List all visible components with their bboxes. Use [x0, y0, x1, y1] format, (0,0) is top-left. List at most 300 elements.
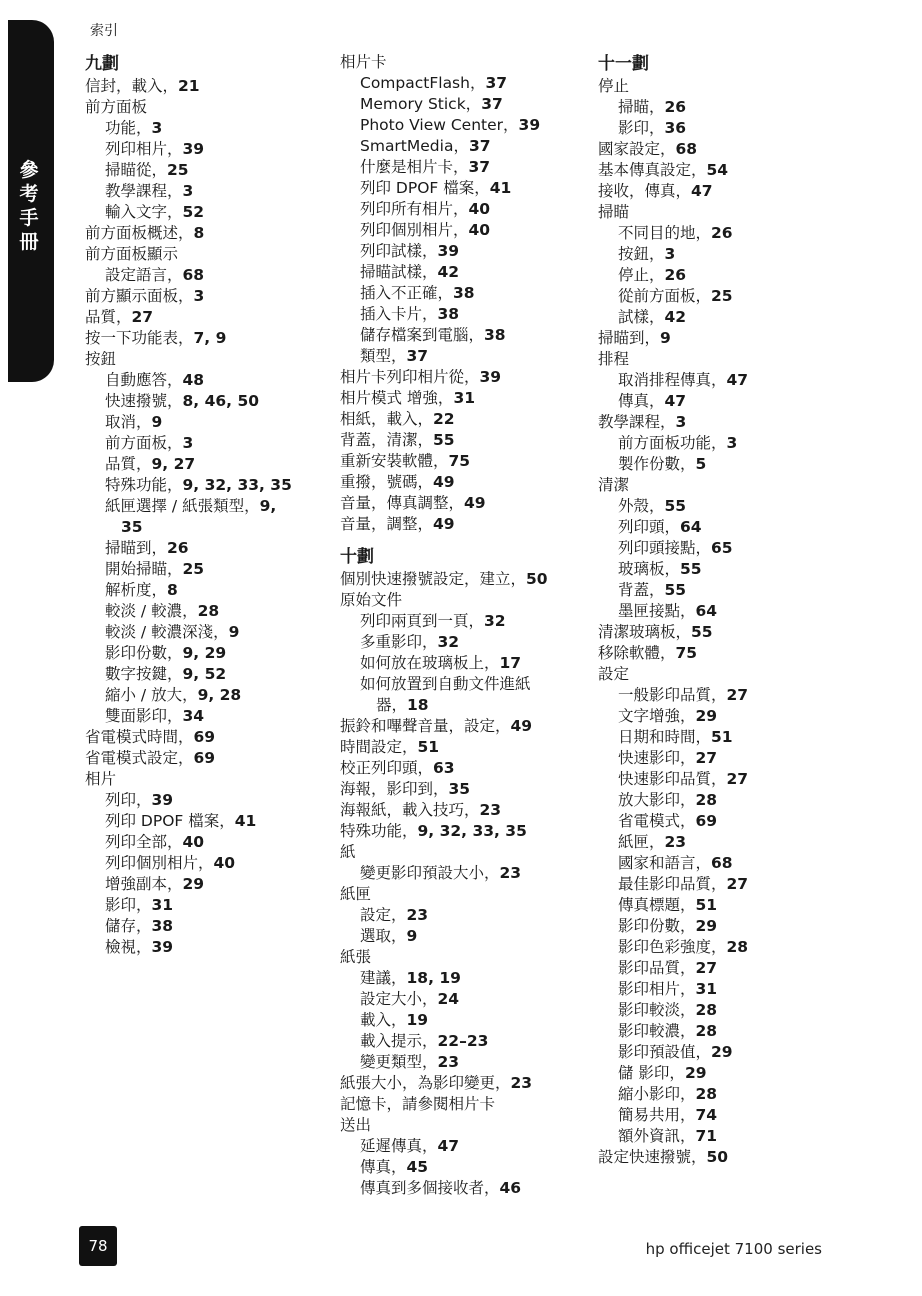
index-page-ref: 46	[499, 1179, 522, 1197]
index-term: 掃瞄到，	[598, 329, 661, 347]
index-term: 按鈕，	[618, 245, 665, 263]
index-page-ref: 27	[695, 749, 718, 767]
index-entry	[85, 139, 325, 160]
index-entry	[598, 538, 898, 559]
index-entry	[340, 1052, 590, 1073]
index-term: 前方面板，	[105, 434, 183, 452]
index-entry	[598, 160, 898, 181]
index-term: 列印個別相片，	[360, 221, 469, 239]
index-page-ref: 8	[167, 581, 178, 599]
index-term: 海報，影印到，	[340, 780, 449, 798]
index-page-ref: 55	[433, 431, 455, 449]
index-term: 影印預設值，	[618, 1043, 712, 1061]
index-page-ref: 50	[706, 1148, 729, 1166]
index-entry	[598, 1084, 898, 1105]
index-section-heading: 十劃	[340, 547, 374, 567]
index-page-ref: 26	[664, 98, 687, 116]
index-column-1	[85, 52, 325, 958]
index-entry	[340, 1115, 590, 1136]
index-term: 文字增強，	[618, 707, 696, 725]
index-entry	[85, 832, 325, 853]
index-entry	[598, 685, 898, 706]
index-page-ref: 64	[695, 602, 718, 620]
index-term: 簡易共用，	[618, 1106, 696, 1124]
index-term: 相片	[85, 770, 117, 788]
index-page-ref: 40	[468, 200, 491, 218]
index-entry	[340, 653, 590, 674]
index-term: 設定大小，	[360, 990, 438, 1008]
index-page-ref: 29	[182, 875, 205, 893]
index-term: 設定	[598, 665, 630, 683]
index-term: 振鈴和嗶聲音量，設定，	[340, 717, 511, 735]
index-page-ref: 68	[675, 140, 698, 158]
index-page-ref: 37	[406, 347, 429, 365]
index-term: 影印份數，	[618, 917, 696, 935]
index-entry	[85, 916, 325, 937]
index-page-ref: 52	[182, 203, 205, 221]
index-entry	[340, 514, 590, 535]
index-page-ref: 25	[182, 560, 205, 578]
index-page-ref: 48	[182, 371, 205, 389]
index-term: 外殼，	[618, 497, 665, 515]
index-page-ref: 9	[406, 927, 418, 945]
index-page-ref: 68	[711, 854, 733, 872]
index-entry	[598, 307, 898, 328]
index-term: 影印較淡，	[618, 1001, 696, 1019]
index-entry	[598, 979, 898, 1000]
index-term: 列印全部，	[105, 833, 183, 851]
index-page-ref: 26	[167, 539, 189, 557]
index-page-ref: 39	[437, 242, 460, 260]
index-page-ref: 55	[664, 497, 687, 515]
index-entry	[598, 1126, 898, 1147]
index-page-ref: 49	[510, 717, 533, 735]
index-term: 列印相片，	[105, 140, 183, 158]
index-entry	[85, 433, 325, 454]
index-entry	[85, 118, 325, 139]
index-page-ref: 28	[695, 1085, 718, 1103]
index-term: 停止	[598, 77, 630, 95]
index-page-ref: 19	[406, 1011, 429, 1029]
index-term: 送出	[340, 1116, 372, 1134]
index-term: 背蓋，	[618, 581, 665, 599]
index-page-ref: 63	[433, 759, 455, 777]
index-entry	[85, 727, 325, 748]
index-entry	[340, 325, 590, 346]
index-term: 列印所有相片，	[360, 200, 469, 218]
index-term: 設定語言，	[105, 266, 183, 284]
index-page-ref: 25	[167, 161, 189, 179]
index-page-ref: 39	[518, 116, 541, 134]
index-entry	[598, 1042, 898, 1063]
index-page-ref: 29	[711, 1043, 733, 1061]
index-column-2	[340, 52, 590, 1199]
index-entry	[85, 622, 325, 643]
index-entry	[598, 244, 898, 265]
index-entry	[598, 790, 898, 811]
index-term: 紙匣選擇 / 紙張類型，	[105, 497, 260, 515]
index-page-ref: 28	[197, 602, 220, 620]
index-entry	[85, 706, 325, 727]
index-term: 重撥，號碼，	[340, 473, 434, 491]
index-page-ref: 35	[448, 780, 471, 798]
index-term: 排程	[598, 350, 630, 368]
index-entry	[598, 811, 898, 832]
index-page-ref: 22–23	[437, 1032, 489, 1050]
index-entry	[85, 223, 325, 244]
index-page-ref: 29	[684, 1064, 707, 1082]
index-entry	[598, 76, 898, 97]
index-entry	[598, 664, 898, 685]
index-entry	[340, 800, 590, 821]
index-entry	[340, 199, 590, 220]
index-page-ref: 32	[437, 633, 460, 651]
index-term: 取消排程傳真，	[618, 371, 727, 389]
index-page-ref: 27	[726, 686, 749, 704]
index-page-ref: 23	[510, 1074, 533, 1092]
index-term: Photo View Center，	[360, 116, 519, 134]
index-page-ref: 23	[664, 833, 687, 851]
index-term: 音量，傳真調整，	[340, 494, 465, 512]
index-term: 日期和時間，	[618, 728, 712, 746]
index-term: 影印相片，	[618, 980, 696, 998]
index-term: 海報紙，載入技巧，	[340, 801, 480, 819]
index-section-heading: 九劃	[85, 54, 119, 74]
index-entry	[85, 874, 325, 895]
index-term: 特殊功能，	[340, 822, 418, 840]
index-page-ref: 51	[695, 896, 718, 914]
index-page-ref: 55	[691, 623, 713, 641]
index-entry	[598, 517, 898, 538]
index-entry	[598, 727, 898, 748]
index-page-ref: 37	[485, 74, 508, 92]
index-term: 檢視，	[105, 938, 152, 956]
index-entry	[340, 367, 590, 388]
index-page-ref: 25	[711, 287, 733, 305]
index-entry	[340, 569, 590, 590]
side-tab-label: 參考手冊	[19, 159, 39, 253]
index-entry	[340, 262, 590, 283]
index-entry	[85, 853, 325, 874]
index-term: 列印兩頁到一頁，	[360, 612, 485, 630]
index-term: 時間設定，	[340, 738, 418, 756]
index-term: 額外資訊，	[618, 1127, 696, 1145]
index-entry	[598, 97, 898, 118]
index-page-ref: 36	[664, 119, 687, 137]
index-term: 取消，	[105, 413, 152, 431]
index-page-ref: 37	[481, 95, 503, 113]
index-term: 如何放在玻璃板上，	[360, 654, 500, 672]
index-term: 國家設定，	[598, 140, 676, 158]
index-page-ref: 9, 29	[182, 644, 227, 662]
index-entry	[340, 220, 590, 241]
page-number: 78	[79, 1226, 117, 1266]
index-page-ref: 29	[695, 707, 718, 725]
index-page-ref: 55	[680, 560, 702, 578]
index-page-ref: 8	[193, 224, 205, 242]
index-entry	[598, 853, 898, 874]
index-entry	[85, 244, 325, 265]
index-entry	[85, 412, 325, 433]
index-term: 試樣，	[618, 308, 665, 326]
index-entry	[340, 1010, 590, 1031]
index-term: 重新安裝軟體，	[340, 452, 449, 470]
index-page-ref: 47	[437, 1137, 460, 1155]
index-entry	[85, 748, 325, 769]
index-entry	[85, 202, 325, 223]
index-page-ref: 28	[726, 938, 749, 956]
index-entry	[340, 493, 590, 514]
index-term: 雙面影印，	[105, 707, 183, 725]
index-page-ref: 47	[664, 392, 687, 410]
index-page-ref: 9, 32, 33, 35	[417, 822, 527, 840]
index-term: 縮小 / 放大，	[105, 686, 198, 704]
index-page-ref: 64	[680, 518, 702, 536]
index-entry	[340, 409, 590, 430]
index-term: 墨匣接點，	[618, 602, 696, 620]
index-entry	[340, 1178, 590, 1199]
index-page-ref: 45	[406, 1158, 429, 1176]
index-page-ref: 47	[691, 182, 713, 200]
index-entry	[598, 433, 898, 454]
index-page-ref: 51	[711, 728, 733, 746]
index-term: 影印較濃，	[618, 1022, 696, 1040]
index-term: 多重影印，	[360, 633, 438, 651]
index-entry	[340, 716, 590, 737]
index-term: 影印色彩強度，	[618, 938, 727, 956]
index-page-ref: 39	[151, 938, 174, 956]
index-term: 清潔	[598, 476, 630, 494]
index-entry	[340, 115, 590, 136]
index-term: 紙	[340, 843, 356, 861]
index-term: 掃瞄從，	[105, 161, 168, 179]
index-entry	[598, 181, 898, 202]
index-entry	[340, 283, 590, 304]
footer-product-name: hp officejet 7100 series	[645, 1240, 822, 1258]
index-page-ref: 26	[711, 224, 733, 242]
index-page-ref: 74	[695, 1106, 718, 1124]
index-entry	[85, 454, 325, 475]
index-entry	[598, 391, 898, 412]
index-term: 傳真標題，	[618, 896, 696, 914]
index-term: 列印 DPOF 檔案，	[105, 812, 235, 830]
index-entry	[340, 989, 590, 1010]
index-entry	[340, 388, 590, 409]
index-entry	[85, 685, 325, 706]
index-entry	[340, 611, 590, 632]
index-entry	[340, 968, 590, 989]
index-term: 紙張	[340, 948, 372, 966]
index-entry	[340, 472, 590, 493]
index-entry	[340, 241, 590, 262]
index-term: 相片卡列印相片從，	[340, 368, 480, 386]
index-term: 掃瞄到，	[105, 539, 168, 557]
index-page-ref: 9, 52	[182, 665, 227, 683]
index-page-ref: 31	[695, 980, 718, 998]
index-entry	[598, 328, 898, 349]
index-page-ref: 31	[453, 389, 476, 407]
index-term: 前方面板	[85, 98, 148, 116]
index-term: 影印，	[618, 119, 665, 137]
index-entry	[85, 664, 325, 685]
index-entry	[85, 811, 325, 832]
index-entry	[598, 202, 898, 223]
index-entry	[85, 328, 325, 349]
index-term: 選取，	[360, 927, 407, 945]
index-term: 省電模式時間，	[85, 728, 194, 746]
index-term: 列印頭接點，	[618, 539, 712, 557]
index-page-ref: 69	[193, 728, 216, 746]
index-term: 變更影印預設大小，	[360, 864, 500, 882]
index-term: 儲存檔案到電腦，	[360, 326, 485, 344]
index-term: 玻璃板，	[618, 560, 681, 578]
index-entry	[598, 454, 898, 475]
index-page-ref: 3	[182, 434, 194, 452]
index-entry	[85, 265, 325, 286]
index-page-ref: 51	[417, 738, 440, 756]
index-term: 放大影印，	[618, 791, 696, 809]
index-entry	[85, 181, 325, 202]
index-entry	[598, 370, 898, 391]
index-term: 列印試樣，	[360, 242, 438, 260]
index-entry	[340, 821, 590, 842]
index-term: 傳真，	[360, 1158, 407, 1176]
index-term: 不同目的地，	[618, 224, 712, 242]
index-page-ref: 9	[228, 623, 240, 641]
index-page-ref: 27	[131, 308, 154, 326]
index-page-ref: 7, 9	[193, 329, 227, 347]
index-entry	[340, 947, 590, 968]
index-page-ref: 18, 19	[406, 969, 461, 987]
index-term: 開始掃瞄，	[105, 560, 183, 578]
index-term: 傳真，	[618, 392, 665, 410]
index-page-ref: 9, 32, 33, 35	[182, 476, 292, 494]
index-page-ref: 27	[695, 959, 718, 977]
index-entry	[85, 349, 325, 370]
index-entry	[598, 769, 898, 790]
index-term: 特殊功能，	[105, 476, 183, 494]
index-entry	[85, 559, 325, 580]
index-term: 什麼是相片卡，	[360, 158, 469, 176]
index-page-ref: 18	[407, 696, 429, 714]
index-page-ref: 37	[468, 137, 491, 155]
index-entry	[598, 139, 898, 160]
index-page-ref: 38	[484, 326, 506, 344]
index-entry	[85, 937, 325, 958]
index-entry	[340, 52, 590, 73]
index-entry	[598, 895, 898, 916]
index-page-ref: 9	[151, 413, 163, 431]
index-entry	[85, 307, 325, 328]
index-term: 移除軟體，	[598, 644, 676, 662]
index-term: 品質，	[85, 308, 132, 326]
index-entry	[598, 265, 898, 286]
index-page-ref: 8, 46, 50	[182, 392, 260, 410]
index-page-ref: 40	[213, 854, 236, 872]
index-entry	[598, 748, 898, 769]
index-page-ref: 42	[664, 308, 687, 326]
index-entry	[598, 223, 898, 244]
index-page-ref: 34	[182, 707, 205, 725]
index-page-ref: 42	[437, 263, 460, 281]
index-term: 背蓋，清潔，	[340, 431, 434, 449]
index-entry	[85, 391, 325, 412]
index-entry	[85, 517, 325, 538]
index-term: 掃瞄，	[618, 98, 665, 116]
index-term: 前方顯示面板，	[85, 287, 194, 305]
index-page-ref: 40	[468, 221, 491, 239]
index-term: 如何放置到自動文件進紙	[360, 675, 531, 693]
index-section-heading: 十一劃	[598, 54, 649, 74]
index-term: 影印品質，	[618, 959, 696, 977]
index-term: 前方面板顯示	[85, 245, 179, 263]
index-term: 列印頭，	[618, 518, 681, 536]
index-term: 按一下功能表，	[85, 329, 194, 347]
index-term: 列印，	[105, 791, 152, 809]
index-page-ref: 3	[675, 413, 687, 431]
index-page-ref: 28	[695, 1001, 718, 1019]
index-term: 校正列印頭，	[340, 759, 434, 777]
index-term: 製作份數，	[618, 455, 696, 473]
index-term: 紙匣	[340, 885, 372, 903]
index-entry	[340, 695, 590, 716]
index-term: 原始文件	[340, 591, 403, 609]
index-term: 影印，	[105, 896, 152, 914]
index-term: CompactFlash，	[360, 74, 486, 92]
index-term: 教學課程，	[598, 413, 676, 431]
index-page-ref: 28	[695, 1022, 718, 1040]
index-page-ref: 9, 28	[197, 686, 242, 704]
index-entry	[85, 496, 325, 517]
index-page-ref: 17	[499, 654, 522, 672]
index-page-ref: 40	[182, 833, 205, 851]
index-entry	[598, 832, 898, 853]
index-term: Memory Stick，	[360, 95, 482, 113]
index-page-ref: 75	[448, 452, 471, 470]
index-term: 較淡 / 較濃深淺，	[105, 623, 229, 641]
index-term: 插入不正確，	[360, 284, 454, 302]
index-page-ref: 38	[453, 284, 475, 302]
index-entry	[340, 632, 590, 653]
index-page-ref: 41	[489, 179, 512, 197]
index-entry	[598, 874, 898, 895]
index-term: 變更類型，	[360, 1053, 438, 1071]
index-term: 增強副本，	[105, 875, 183, 893]
index-entry	[85, 895, 325, 916]
index-term: 音量，調整，	[340, 515, 434, 533]
index-entry	[340, 884, 590, 905]
index-page-ref: 55	[664, 581, 687, 599]
index-entry	[598, 286, 898, 307]
index-term: 相紙，載入，	[340, 410, 434, 428]
index-entry	[340, 863, 590, 884]
index-term: 品質，	[105, 455, 152, 473]
index-page-ref: 49	[464, 494, 486, 512]
index-page-ref: 3	[193, 287, 205, 305]
index-term: 掃瞄	[598, 203, 630, 221]
index-term: 縮小影印，	[618, 1085, 696, 1103]
index-term: 列印個別相片，	[105, 854, 214, 872]
index-page-ref: 50	[526, 570, 548, 588]
index-entry	[340, 1094, 590, 1115]
index-term: 省電模式設定，	[85, 749, 194, 767]
index-term: 類型，	[360, 347, 407, 365]
index-entry	[598, 1000, 898, 1021]
index-term: 接收，傳真，	[598, 182, 692, 200]
index-entry	[598, 1147, 898, 1168]
index-page-ref: 9, 27	[151, 455, 196, 473]
index-entry	[598, 349, 898, 370]
